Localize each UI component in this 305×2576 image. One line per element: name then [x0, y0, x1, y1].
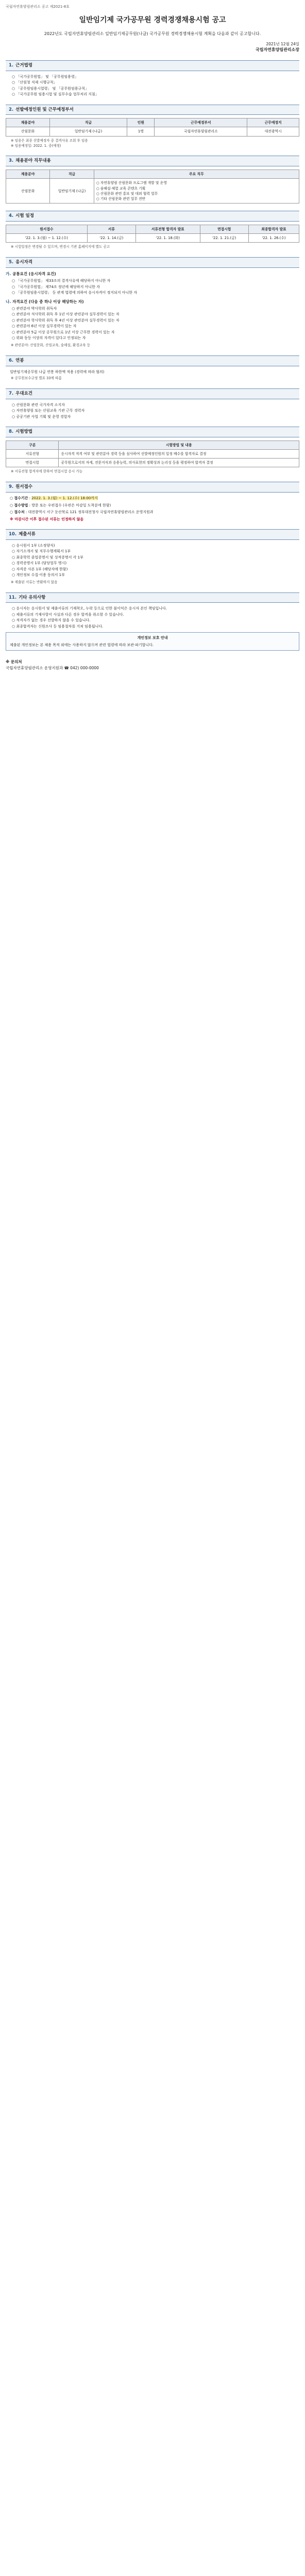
section-number: 2.	[9, 107, 14, 112]
section-number: 4.	[9, 213, 14, 219]
section-1-title	[6, 60, 299, 71]
table-header: 시험방법 및 내용	[59, 440, 299, 449]
table-header: 구분	[6, 440, 59, 449]
list-item: ○ 「공무원임용시험령」 및 「공무원임용규칙」	[12, 86, 299, 92]
list-item: ○ 응시원서 1부 (소정양식)	[12, 543, 299, 549]
list-item: ○ 자격증 사본 1부 (해당자에 한함)	[12, 567, 299, 572]
preference-list	[12, 402, 299, 420]
table-cell: 국립자연휴양림관리소	[155, 127, 247, 136]
list-item: ○ 최종합격자는 신원조사 등 임용절차를 거쳐 임용됩니다.	[12, 624, 299, 630]
table-header: 서류전형 합격자 발표	[136, 225, 200, 233]
note: ※ 임용예정일: 2022. 1. 중(예정)	[11, 143, 61, 148]
section-4-title	[6, 211, 299, 222]
section-number: 9.	[9, 484, 14, 490]
application-method: ○ 접수방법 : 방문 또는 우편접수 (우편은 마감일 도착분에 한함)	[10, 503, 111, 507]
doc-title: 일반임기제 국가공무원 경력경쟁채용시험 공고	[79, 15, 226, 24]
sub-heading-label: 자격요건 (다음 중 하나 이상 해당하는 자)	[12, 299, 84, 304]
list-item: ○ 관련분야 학사학위 취득 후 4년 이상 관련분야 실무경력이 있는 자	[12, 318, 299, 324]
schedule-table	[6, 225, 299, 243]
table-header: 서류	[87, 225, 135, 233]
table-header: 최종합격자 발표	[248, 225, 299, 233]
table-header-row	[6, 170, 299, 179]
table-header: 근무예정지	[247, 118, 299, 127]
note: ※ 임용은 최종 선발예정자 중 결격사유 조회 후 임용	[11, 138, 88, 143]
table-cell: '22. 1. 21.(금)	[200, 234, 248, 243]
duty-item: ○ 기타 산림문화 관련 업무 전반	[96, 196, 146, 201]
section-label: 채용분야 직무내용	[15, 158, 51, 164]
table-cell: '22. 1. 3.(월) ~ 1. 12.(수)	[6, 234, 88, 243]
doc-number: 국립자연휴양림관리소 공고 제2021-8호	[6, 5, 70, 9]
qualification-list	[12, 306, 299, 341]
section-number: 10.	[9, 532, 17, 537]
section-2-title	[6, 105, 299, 115]
list-item: ○ 경력증명서 1부 (담당업무 명시)	[12, 561, 299, 566]
note: ※ 공무원보수규정 별표 33에 따름	[11, 376, 62, 380]
table-header: 주요 직무	[94, 170, 299, 179]
field-value: 방문 또는 우편접수 (우편은 마감일 도착분에 한함)	[31, 503, 111, 507]
section-number: 8.	[9, 429, 14, 435]
section-number: 1.	[9, 62, 14, 68]
salary-text: 일반임기제공무원 나급 연봉 하한액 적용 (경력에 따라 협의)	[10, 369, 105, 374]
section-label: 시험 일정	[15, 213, 34, 219]
section-label: 근거법령	[15, 62, 33, 68]
deadline-warning: ※ 마감시간 이후 접수된 서류는 인정하지 않음	[10, 517, 84, 521]
doc-date: 2021년 12월 24일	[266, 41, 299, 46]
list-item: ○ 자기소개서 및 직무수행계획서 1부	[12, 549, 299, 554]
list-item: ○ 개인정보 수집·이용 동의서 1부	[12, 572, 299, 578]
field-label: 접수방법	[14, 503, 28, 507]
field-label: 접수기간	[14, 496, 28, 501]
table-header: 채용분야	[6, 170, 50, 179]
section-8-title	[6, 427, 299, 437]
note: ※ 서류전형 합격자에 한하여 면접시험 응시 가능	[11, 469, 83, 474]
list-item: ○ 관련분야 6년 이상 실무경력이 있는 자	[12, 324, 299, 329]
table-header: 원서접수	[6, 225, 88, 233]
section-9-title	[6, 482, 299, 493]
sub-heading-label: 공통요건 (응시자격 요건)	[12, 271, 56, 276]
table-header: 직급	[50, 170, 94, 179]
table-header: 인원	[127, 118, 155, 127]
table-cell: 공무원으로서의 자세, 전문지식과 응용능력, 의사표현의 정확성과 논리성 등을 평정하여 합격자 결정	[59, 459, 299, 467]
list-item: ○ 「공무원임용시험령」 등 관계 법령에 의하여 응시자격이 정지되지 아니한 자	[12, 290, 299, 296]
field-value: 대전광역시 서구 둔산북로 121 정부대전청사 국립자연휴양림관리소 운영지원과	[28, 510, 154, 515]
doc-intro: 2022년도 국립자연휴양림관리소 일반임기제공무원(나급) 국가공무원 경력경쟁채용시험 계획을 다음과 같이 공고합니다.	[44, 31, 261, 36]
field-label: 접수처	[14, 510, 25, 515]
list-item: ○ 적격자가 없는 경우 선발하지 않을 수 있습니다.	[12, 618, 299, 623]
table-cell: '22. 1. 14.(금)	[87, 234, 135, 243]
section-number: 5.	[9, 260, 14, 265]
table-header: 근무예정부서	[155, 118, 247, 127]
table-cell: 대전광역시	[247, 127, 299, 136]
list-item: ○ 응시자는 응시원서 및 제출서류의 기재착오, 누락 등으로 인한 불이익은 응시자 본인 책임입니다.	[12, 606, 299, 612]
table-cell: '22. 1. 18.(화)	[136, 234, 200, 243]
privacy-box	[6, 632, 299, 651]
contact-text: 국립자연휴양림관리소 운영지원과 ☎ 042) 000-0000	[6, 665, 99, 670]
section-number: 7.	[9, 391, 14, 396]
table-cell: 일반임기제 (나급)	[49, 127, 127, 136]
section-label: 연봉	[15, 358, 24, 363]
section-label: 선발예정인원 및 근무예정부서	[15, 107, 74, 112]
box-title: 개인정보 보호 안내	[137, 636, 168, 640]
table-cell: 산림문화	[6, 127, 50, 136]
list-item: ○ 「국가공무원법」 제33조의 결격사유에 해당하지 아니한 자	[12, 278, 299, 284]
notes-list	[12, 606, 299, 629]
section-number: 6.	[9, 358, 14, 363]
section-label: 기타 유의사항	[19, 595, 46, 600]
section-label: 우대요건	[15, 391, 33, 396]
duties-table	[6, 170, 299, 204]
list-item: ○ 산림문화 관련 국가자격 소지자	[12, 402, 299, 408]
list-item: ○ 「산림청 직제 시행규칙」	[12, 80, 299, 86]
table-row	[6, 179, 299, 204]
section-3-title	[6, 156, 299, 166]
table-row	[6, 459, 299, 467]
list-item: ○ 관련분야 5급 이상 공무원으로 1년 이상 근무한 경력이 있는 자	[12, 330, 299, 335]
table-cell: 응시자격 적격 여부 및 관련분야 경력 등을 심사하여 선발예정인원의 일정 배수를 합격자로 결정	[59, 450, 299, 459]
note: ※ 관련분야: 산림문화, 산림교육, 숲해설, 환경교육 등	[11, 343, 91, 347]
section-5-title	[6, 257, 299, 268]
section-7-title	[6, 388, 299, 399]
table-row	[6, 234, 299, 243]
section-number: 3.	[9, 158, 14, 164]
section-number: 11.	[9, 595, 17, 600]
section-10-title	[6, 529, 299, 540]
table-cell: 서류전형	[6, 450, 59, 459]
section-label: 원서접수	[15, 484, 33, 490]
duty-item: ○ 산림문화 관련 홍보 및 대외 협력 업무	[96, 191, 158, 196]
contact-footer	[6, 659, 299, 671]
contact-label: ※ 문의처	[6, 659, 22, 665]
section-label: 응시자격	[15, 260, 33, 265]
table-header: 면접시험	[200, 225, 248, 233]
box-text: 제출된 개인정보는 본 채용 목적 외에는 사용하지 않으며 관련 법령에 따라 보관·파기합니다.	[10, 642, 154, 647]
documents-list	[12, 543, 299, 578]
table-cell: '22. 1. 26.(수)	[248, 234, 299, 243]
section-label: 시험방법	[15, 429, 33, 435]
section-label: 제출서류	[19, 532, 36, 537]
note: ※ 제출된 서류는 반환하지 않음	[11, 580, 58, 584]
list-item: ○ 제출서류의 기재사항이 사실과 다른 경우 합격을 취소할 수 있습니다.	[12, 612, 299, 618]
table-cell: 일반임기제 (나급)	[50, 179, 94, 204]
application-period: ○ 접수기간 : 2022. 1. 3.(월) ~ 1. 12.(수) 18:00까지	[10, 496, 98, 501]
list-item: ○ 「국가공무원법」 및 「공무원임용령」	[12, 74, 299, 80]
section-6-title	[6, 355, 299, 366]
field-value: 2022. 1. 3.(월) ~ 1. 12.(수) 18:00까지	[31, 496, 98, 501]
application-address: ○ 접수처 : 대전광역시 서구 둔산북로 121 정부대전청사 국립자연휴양림관리소 운영지원과	[10, 510, 154, 515]
table-cell: 면접시험	[6, 459, 59, 467]
list-item: ○ 공공기관 사업 기획 및 운영 경험자	[12, 414, 299, 420]
list-item: ○ 최종학력 졸업증명서 및 성적증명서 각 1부	[12, 555, 299, 561]
duty-item: ○ 자연휴양림 산림문화 프로그램 개발 및 운영	[96, 181, 167, 185]
document-page	[6, 0, 299, 681]
exam-method-table	[6, 440, 299, 468]
table-row	[6, 127, 299, 136]
positions-table	[6, 118, 299, 136]
duties-cell	[94, 179, 299, 204]
sub-heading: 나. 자격요건 (다음 중 하나 이상 해당하는 자)	[6, 299, 84, 304]
table-header-row	[6, 118, 299, 127]
list-item: ○ 위와 동등 이상의 자격이 있다고 인정되는 자	[12, 335, 299, 341]
note: ※ 시험일정은 변경될 수 있으며, 변경시 기관 홈페이지에 별도 공고	[11, 245, 110, 249]
table-header-row	[6, 225, 299, 233]
list-item: ○ 관련분야 박사학위 취득자	[12, 306, 299, 312]
legal-basis-list	[12, 74, 299, 97]
table-row	[6, 450, 299, 459]
table-cell: 산림문화	[6, 179, 50, 204]
list-item: ○ 관련분야 석사학위 취득 후 1년 이상 관련분야 실무경력이 있는 자	[12, 312, 299, 317]
sub-heading: 가. 공통요건 (응시자격 요건)	[6, 271, 56, 276]
list-item: ○ 자연휴양림 또는 산림교육 기관 근무 경력자	[12, 408, 299, 414]
list-item: ○ 「국가공무원법」 제74조 정년에 해당하지 아니한 자	[12, 284, 299, 290]
duty-item: ○ 숲해설·체험 교육 콘텐츠 기획	[96, 186, 146, 191]
table-header: 직급	[49, 118, 127, 127]
common-req-list	[12, 278, 299, 296]
list-item: ○ 「국가공무원 임용시험 및 실무수습 업무처리 지침」	[12, 92, 299, 97]
table-cell: 1명	[127, 127, 155, 136]
doc-issuer: 국립자연휴양림관리소장	[255, 47, 299, 52]
table-header: 채용분야	[6, 118, 50, 127]
section-11-title	[6, 592, 299, 603]
table-header-row	[6, 440, 299, 449]
